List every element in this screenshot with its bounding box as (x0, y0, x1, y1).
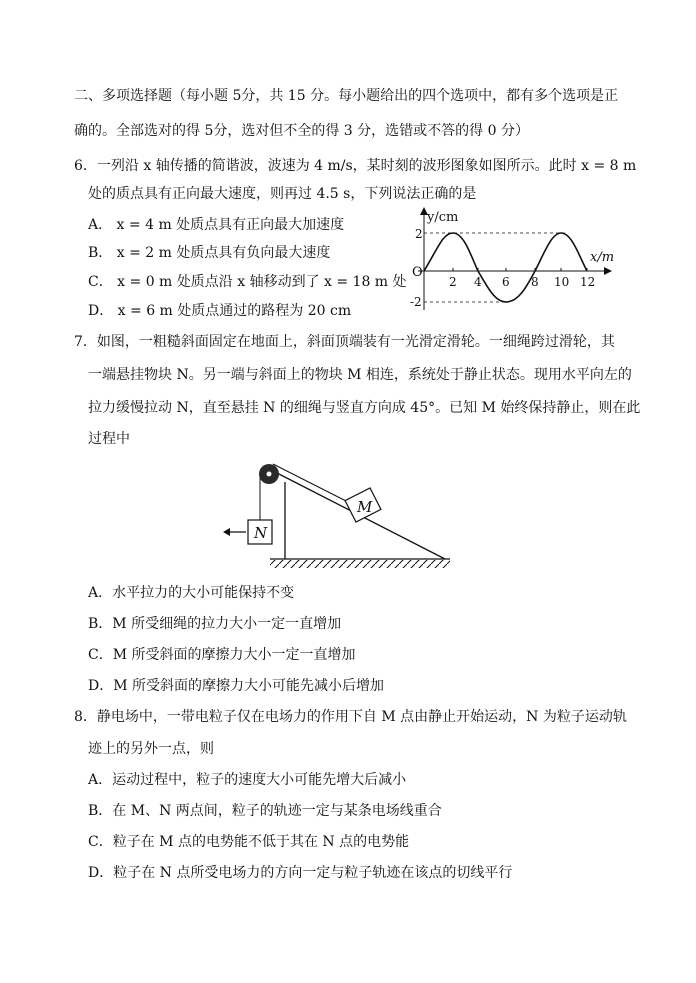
q8-option-d: D．粒子在 N 点所受电场力的方向一定与粒子轨迹在该点的切线平行 (88, 865, 513, 881)
y-axis-label: y/cm (427, 210, 459, 225)
incline-pulley-figure (215, 452, 460, 577)
x-tick-label: 12 (580, 275, 596, 289)
q7-stem-line2: 一端悬挂物块 N。另一端与斜面上的物块 M 相连，系统处于静止状态。现用水平向左的 (88, 367, 632, 383)
q6-option-a: A． x = 4 m 处质点具有正向最大加速度 (88, 217, 345, 233)
q6-option-c: C． x = 0 m 处质点沿 x 轴移动到了 x = 18 m 处 (88, 274, 407, 290)
section-heading-line2: 确的。全部选对的得 5分，选对但不全的得 3 分，选错或不答的得 0 分） (74, 123, 529, 139)
origin-label: O (412, 265, 423, 280)
x-tick-label: 8 (531, 275, 539, 289)
q7-option-a: A．水平拉力的大小可能保持不变 (88, 585, 295, 601)
wave-curve (424, 233, 587, 302)
q6-stem-line2: 处的质点具有正向最大速度，则再过 4.5 s，下列说法正确的是 (88, 186, 477, 202)
pulley-axle (267, 472, 272, 477)
q6-option-b: B． x = 2 m 处质点具有负向最大速度 (88, 245, 331, 261)
block-n-label: N (254, 524, 268, 542)
q8-option-b: B．在 M、N 两点间，粒子的轨迹一定与某条电场线重合 (88, 803, 442, 819)
q6-option-d: D． x = 6 m 处质点通过的路程为 20 cm (88, 303, 352, 319)
q7-stem-line1: 7．如图，一粗糙斜面固定在地面上，斜面顶端装有一光滑定滑轮。一细绳跨过滑轮，其 (74, 334, 615, 350)
x-tick-label: 4 (474, 275, 482, 289)
y-tick-label-pos: 2 (415, 227, 423, 241)
q8-option-a: A．运动过程中，粒子的速度大小可能先增大后减小 (88, 772, 407, 788)
q8-stem-line1: 8．静电场中，一带电粒子仅在电场力的作用下自 M 点由静止开始运动，N 为粒子运动轨 (74, 709, 627, 725)
pull-arrow-head (223, 528, 230, 536)
x-tick-label: 10 (554, 275, 570, 289)
q7-option-c: C．M 所受斜面的摩擦力大小一定一直增加 (88, 647, 356, 663)
q8-stem-line2: 迹上的另外一点，则 (88, 741, 214, 757)
q8-option-c: C．粒子在 M 点的电势能不低于其在 N 点的电势能 (88, 834, 410, 850)
wave-graph (398, 204, 618, 316)
ground-hatching (270, 560, 450, 568)
q7-stem-line4: 过程中 (88, 431, 130, 447)
block-m-label: M (357, 498, 373, 516)
section-heading-line1: 二、多项选择题（每小题 5分，共 15 分。每小题给出的四个选项中，都有多个选项是正 (74, 88, 619, 104)
y-tick-label-neg: -2 (410, 295, 422, 309)
q7-option-b: B．M 所受细绳的拉力大小一定一直增加 (88, 616, 342, 632)
x-axis-label: x/m (590, 250, 615, 265)
q7-stem-line3: 拉力缓慢拉动 N，直至悬挂 N 的细绳与竖直方向成 45°。已知 M 始终保持静止，则在此 (88, 400, 641, 416)
x-tick-label: 6 (502, 275, 510, 289)
q6-stem-line1: 6．一列沿 x 轴传播的简谐波，波速为 4 m/s，某时刻的波形图象如图所示。此时 x = 8 m (74, 158, 637, 174)
x-tick-label: 2 (449, 275, 457, 289)
q7-option-d: D．M 所受斜面的摩擦力大小可能先减小后增加 (88, 678, 385, 694)
